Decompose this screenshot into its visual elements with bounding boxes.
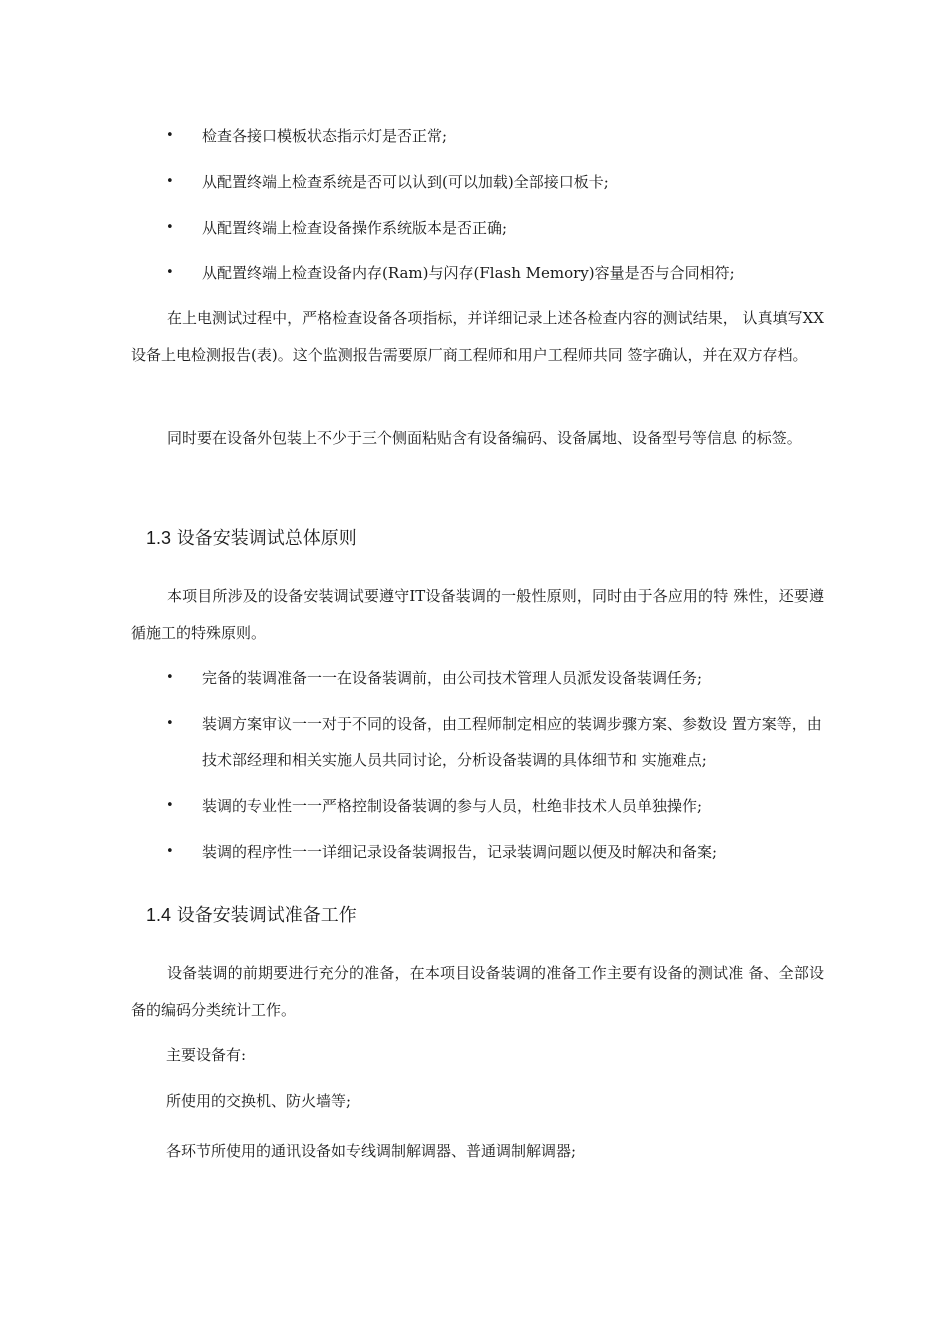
main-devices-label: 主要设备有: [166,1046,247,1064]
list-item [166,834,830,870]
bullet-marker: • [166,798,174,813]
bullet-marker: • [166,844,174,859]
bullet-marker: • [166,174,174,189]
list-item [166,660,830,696]
paragraph-power-test: 在上电测试过程中，严格检查设备各项指标，并详细记录上述各检查内容的测试结果， 认真填写XX设备上电检测报告(表)。这个监测报告需要原厂商工程师和用户工程师共同 签字确认，并在双方存档。 [131,309,824,364]
list-item [166,255,830,291]
paragraph-preparation: 设备装调的前期要进行充分的准备，在本项目设备装调的准备工作主要有设备的测试准 备、全部设备的编码分类统计工作。 [131,964,824,1019]
bullet-marker: • [166,128,174,143]
list-item [166,164,830,200]
list-item-text: 检查各接口模板状态指示灯是否正常; [202,127,448,145]
list-item-text: 从配置终端上检查系统是否可以认到(可以加载)全部接口板卡; [202,173,609,191]
list-item-text: 装调的专业性一一严格控制设备装调的参与人员，杜绝非技术人员单独操作; [202,797,703,815]
section-title: 设备安装调试总体原则 [176,528,357,549]
list-item-text: 从配置终端上检查设备操作系统版本是否正确; [202,219,508,237]
list-item-text: 装调方案审议一一对于不同的设备，由工程师制定相应的装调步骤方案、参数设 置方案等，由技术部经理和相关实施人员共同讨论，分析设备装调的具体细节和 实施难点; [202,715,822,769]
section-number: 1.4 [146,905,172,925]
section-number: 1.3 [146,528,172,548]
device-line: 所使用的交换机、防火墙等; [166,1092,352,1110]
paragraph-principles: 本项目所涉及的设备安装调试要遵守IT设备装调的一般性原则，同时由于各应用的特 殊性，还要遵循施工的特殊原则。 [131,587,824,642]
list-item-text: 从配置终端上检查设备内存(Ram)与闪存(Flash Memory)容量是否与合同相符; [202,264,735,282]
paragraph-labels: 同时要在设备外包装上不少于三个侧面粘贴含有设备编码、设备属地、设备型号等信息 的标签。 [167,429,802,447]
section-heading-1-3 [146,523,357,554]
section-title: 设备安装调试准备工作 [176,905,357,926]
bullet-marker: • [166,716,174,731]
list-item [166,118,830,154]
bullet-marker: • [166,220,174,235]
device-line: 各环节所使用的通讯设备如专线调制解调器、普通调制解调器; [166,1142,577,1160]
list-item-text: 装调的程序性一一详细记录设备装调报告，记录装调问题以便及时解决和备案; [202,843,718,861]
section-heading-1-4 [146,900,357,931]
list-item-text: 完备的装调准备一一在设备装调前，由公司技术管理人员派发设备装调任务; [202,669,703,687]
list-item [166,706,830,778]
bullet-marker: • [166,265,174,280]
bullet-marker: • [166,670,174,685]
list-item [166,210,830,246]
list-item [166,788,830,824]
